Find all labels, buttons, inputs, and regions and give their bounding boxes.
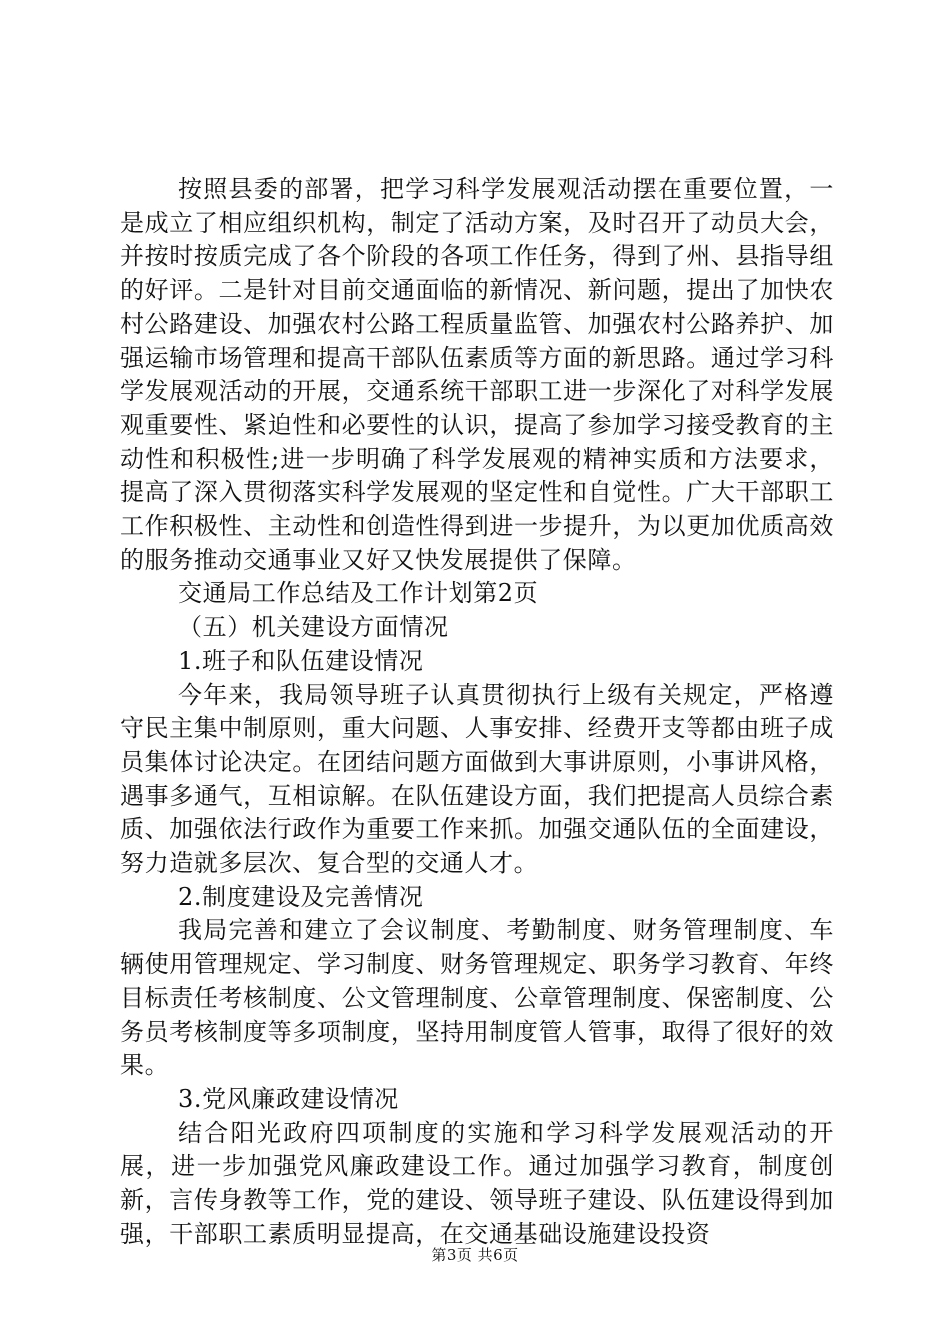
subheading-system-building: 2.制度建设及完善情况: [178, 882, 424, 911]
paragraph-team-building: 今年来，我局领导班子认真贯彻执行上级有关规定，严格遵守民主集中制原则，重大问题、人事安排、经费开支等都由班子成员集体讨论决定。在团结问题方面做到大事讲原则，小事讲风格，遇事多通气，互相谅解。在队伍建设方面，我们把提高人员综合素质、加强依法行政作为重要工作来抓。加强交通队伍的全面建设，努力造就多层次、复合型的交通人才。: [120, 680, 834, 878]
paragraph-system-building: 我局完善和建立了会议制度、考勤制度、财务管理制度、车辆使用管理规定、学习制度、财务管理规定、职务学习教育、年终目标责任考核制度、公文管理制度、公章管理制度、保密制度、公务员考核制度等多项制度，坚持用制度管人管事，取得了很好的效果。: [120, 916, 834, 1080]
subheading-team-building: 1.班子和队伍建设情况: [178, 646, 424, 675]
paragraph-intro: 按照县委的部署，把学习科学发展观活动摆在重要位置，一是成立了相应组织机构，制定了活动方案，及时召开了动员大会，并按时按质完成了各个阶段的各项工作任务，得到了州、县指导组的好评。二是针对目前交通面临的新情况、新问题，提出了加快农村公路建设、加强农村公路工程质量监管、加强农村公路养护、加强运输市场管理和提高干部队伍素质等方面的新思路。通过学习科学发展观活动的开展，交通系统干部职工进一步深化了对科学发展观重要性、紧迫性和必要性的认识，提高了参加学习接受教育的主动性和积极性;进一步明确了科学发展观的精神实质和方法要求，提高了深入贯彻落实科学发展观的坚定性和自觉性。广大干部职工工作积极性、主动性和创造性得到进一步提升，为以更加优质高效的服务推动交通事业又好又快发展提供了保障。: [120, 175, 834, 574]
subheading-integrity-building: 3.党风廉政建设情况: [178, 1084, 399, 1113]
page-footer: 第3页 共6页: [431, 1246, 519, 1264]
paragraph-integrity-building: 结合阳光政府四项制度的实施和学习科学发展观活动的开展，进一步加强党风廉政建设工作。通过加强学习教育，制度创新，言传身教等工作，党的建设、领导班子建设、队伍建设得到加强，干部职工素质明显提高，在交通基础设施建设投资: [120, 1118, 834, 1248]
document-body: [120, 173, 834, 1252]
page-continuation-heading: 交通局工作总结及工作计划第2页: [178, 579, 539, 608]
section-heading-organ-building: （五）机关建设方面情况: [178, 613, 449, 642]
